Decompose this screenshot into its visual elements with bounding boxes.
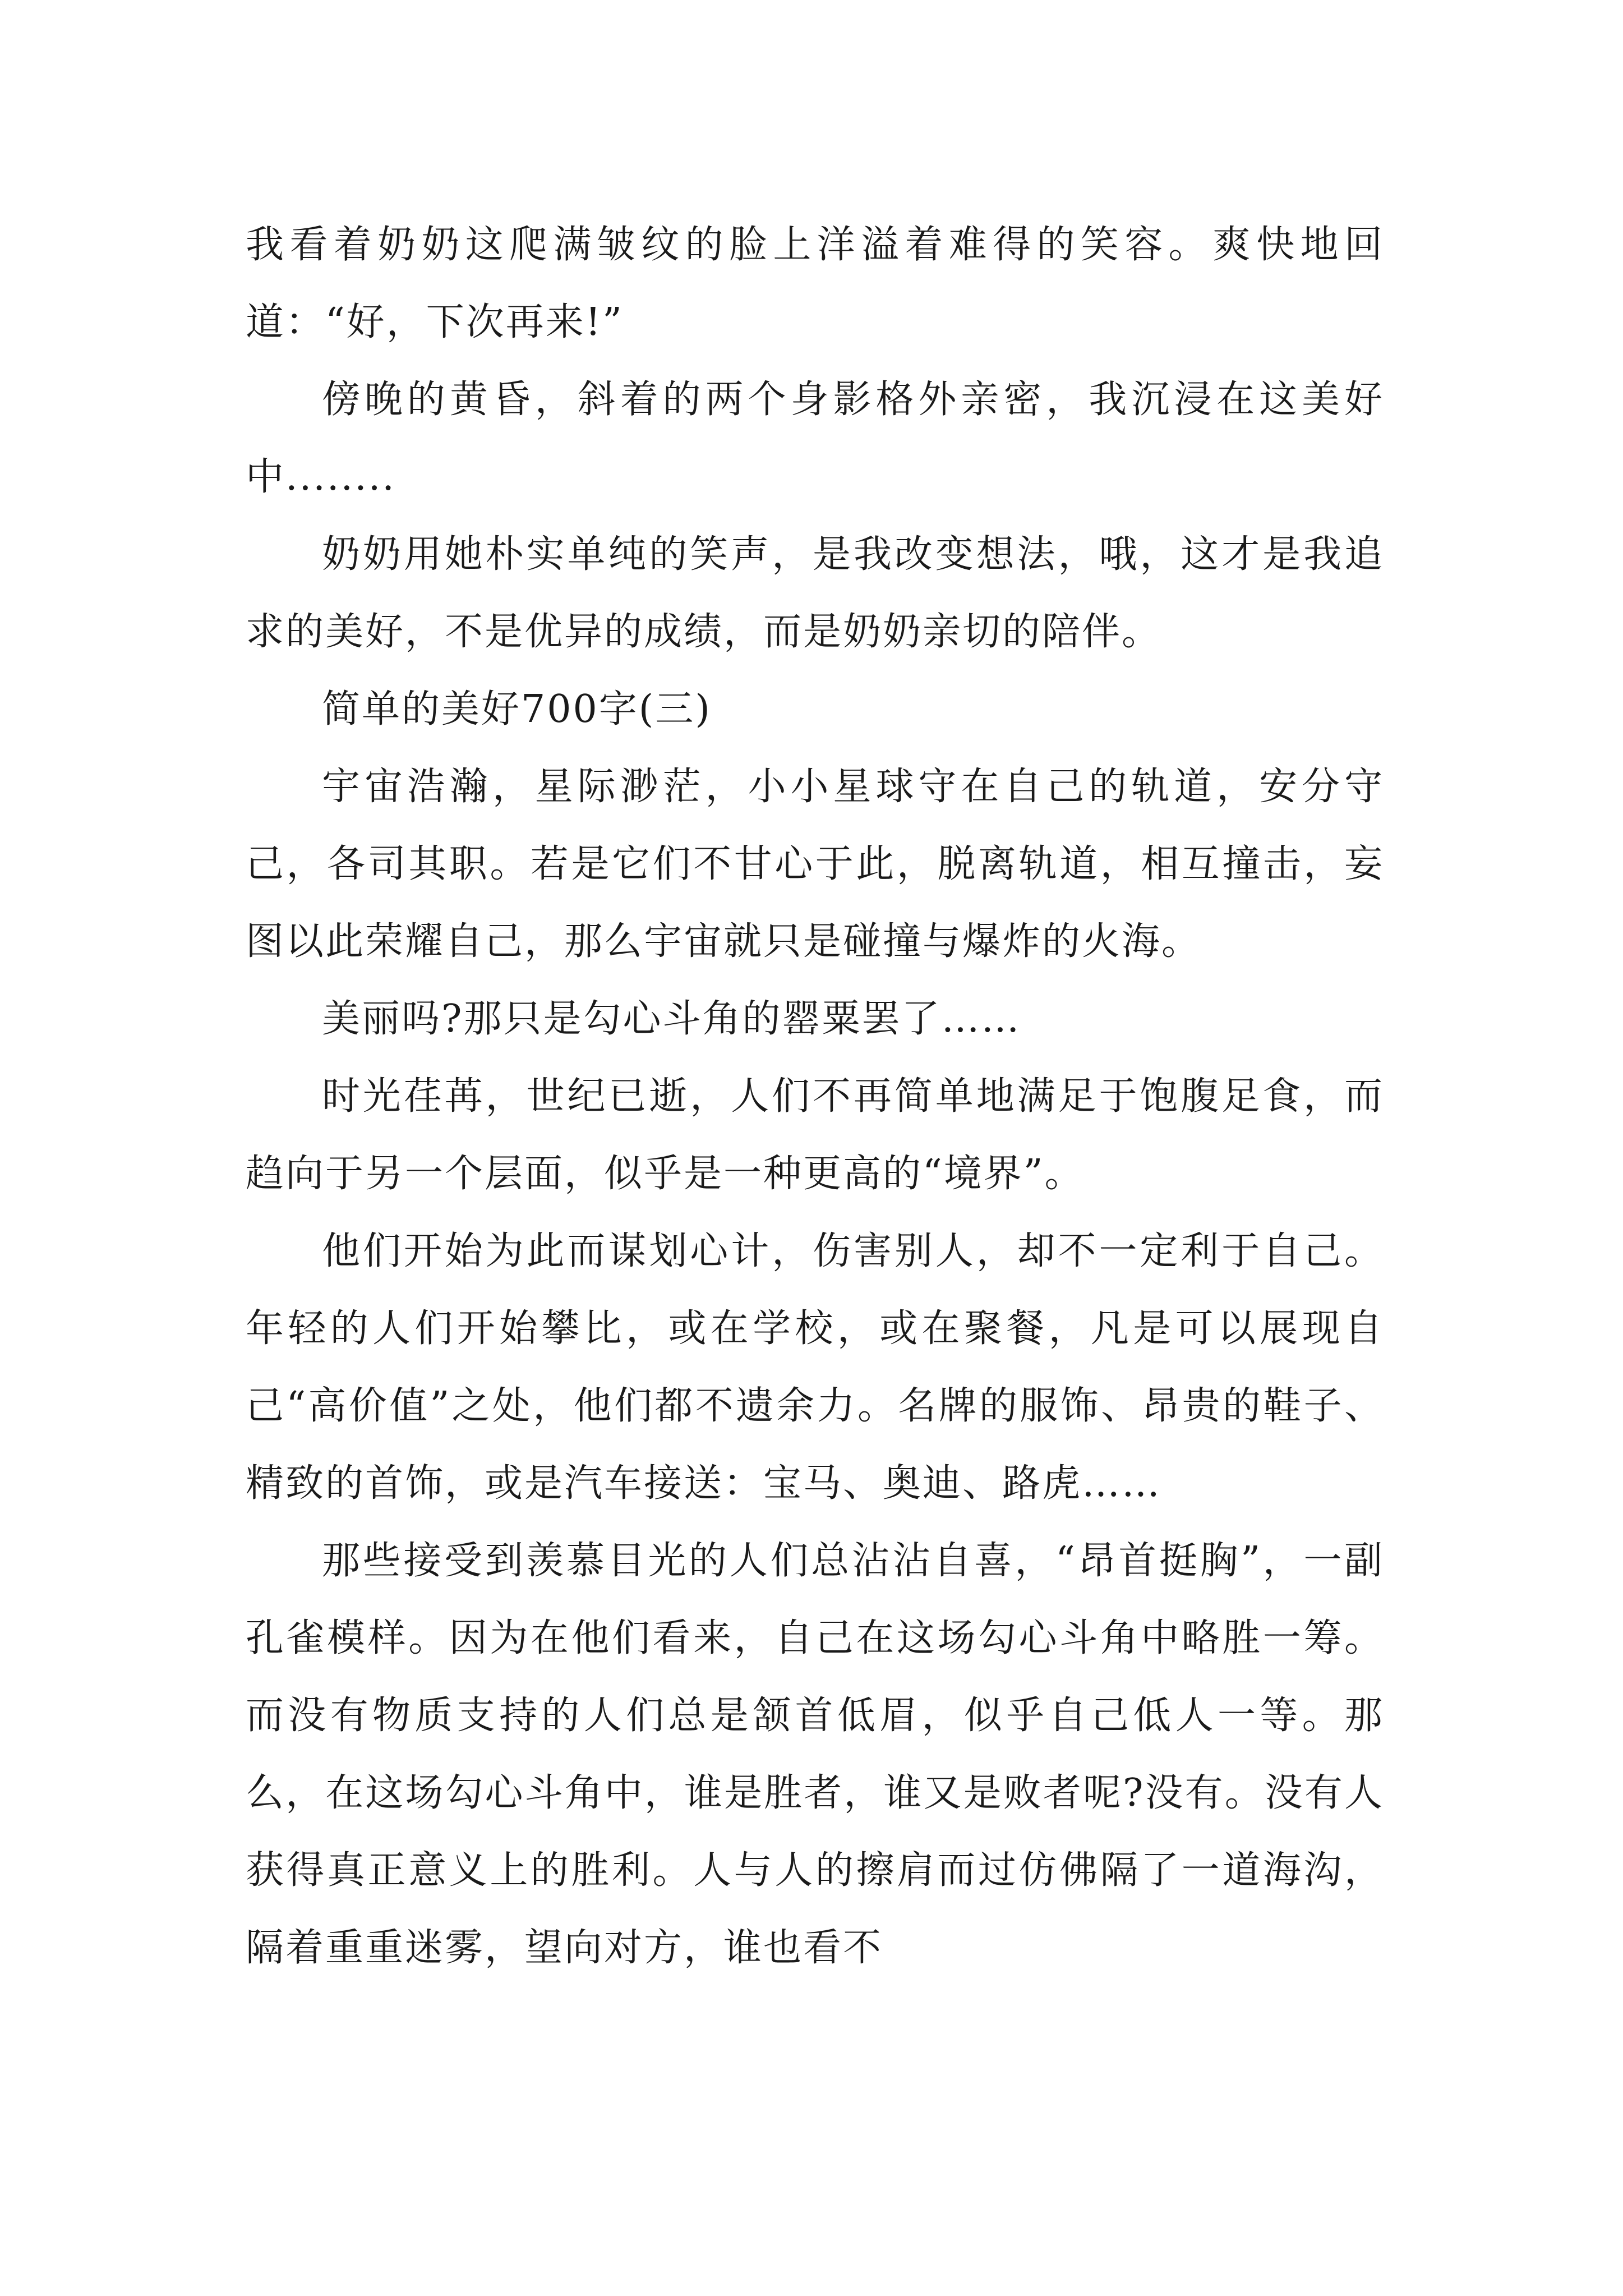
paragraph-7: 时光荏苒，世纪已逝，人们不再简单地满足于饱腹足食，而趋向于另一个层面，似乎是一种更高的“境界”。 — [246, 1074, 1384, 1196]
paragraph-1: 我看着奶奶这爬满皱纹的脸上洋溢着难得的笑容。爽快地回道：“好，下次再来!” — [246, 223, 1384, 344]
document-body — [246, 206, 1384, 1987]
paragraph-2: 傍晚的黄昏，斜着的两个身影格外亲密，我沉浸在这美好中........ — [246, 378, 1384, 499]
paragraph-9: 那些接受到羡慕目光的人们总沾沾自喜，“昂首挺胸”，一副孔雀模样。因为在他们看来，自己在这场勾心斗角中略胜一筹。而没有物质支持的人们总是颔首低眉，似乎自己低人一等。那么，在这场勾心斗角中，谁是胜者，谁又是败者呢?没有。没有人获得真正意义上的胜利。人与人的擦肩而过仿佛隔了一道海沟，隔着重重迷雾，望向对方，谁也看不 — [246, 1539, 1384, 1970]
section-heading: 简单的美好700字(三) — [322, 687, 712, 731]
paragraph-6: 美丽吗?那只是勾心斗角的罂粟罢了…… — [322, 997, 1021, 1041]
paragraph-3: 奶奶用她朴实单纯的笑声，是我改变想法，哦，这才是我追求的美好，不是优异的成绩，而是奶奶亲切的陪伴。 — [246, 532, 1384, 654]
paragraph-5: 宇宙浩瀚，星际渺茫，小小星球守在自己的轨道，安分守己，各司其职。若是它们不甘心于此，脱离轨道，相互撞击，妄图以此荣耀自己，那么宇宙就只是碰撞与爆炸的火海。 — [246, 765, 1384, 964]
paragraph-8: 他们开始为此而谋划心计，伤害别人，却不一定利于自己。年轻的人们开始攀比，或在学校，或在聚餐，凡是可以展现自己“高价值”之处，他们都不遗余力。名牌的服饰、昂贵的鞋子、精致的首饰，或是汽车接送：宝马、奥迪、路虎…… — [246, 1229, 1384, 1506]
